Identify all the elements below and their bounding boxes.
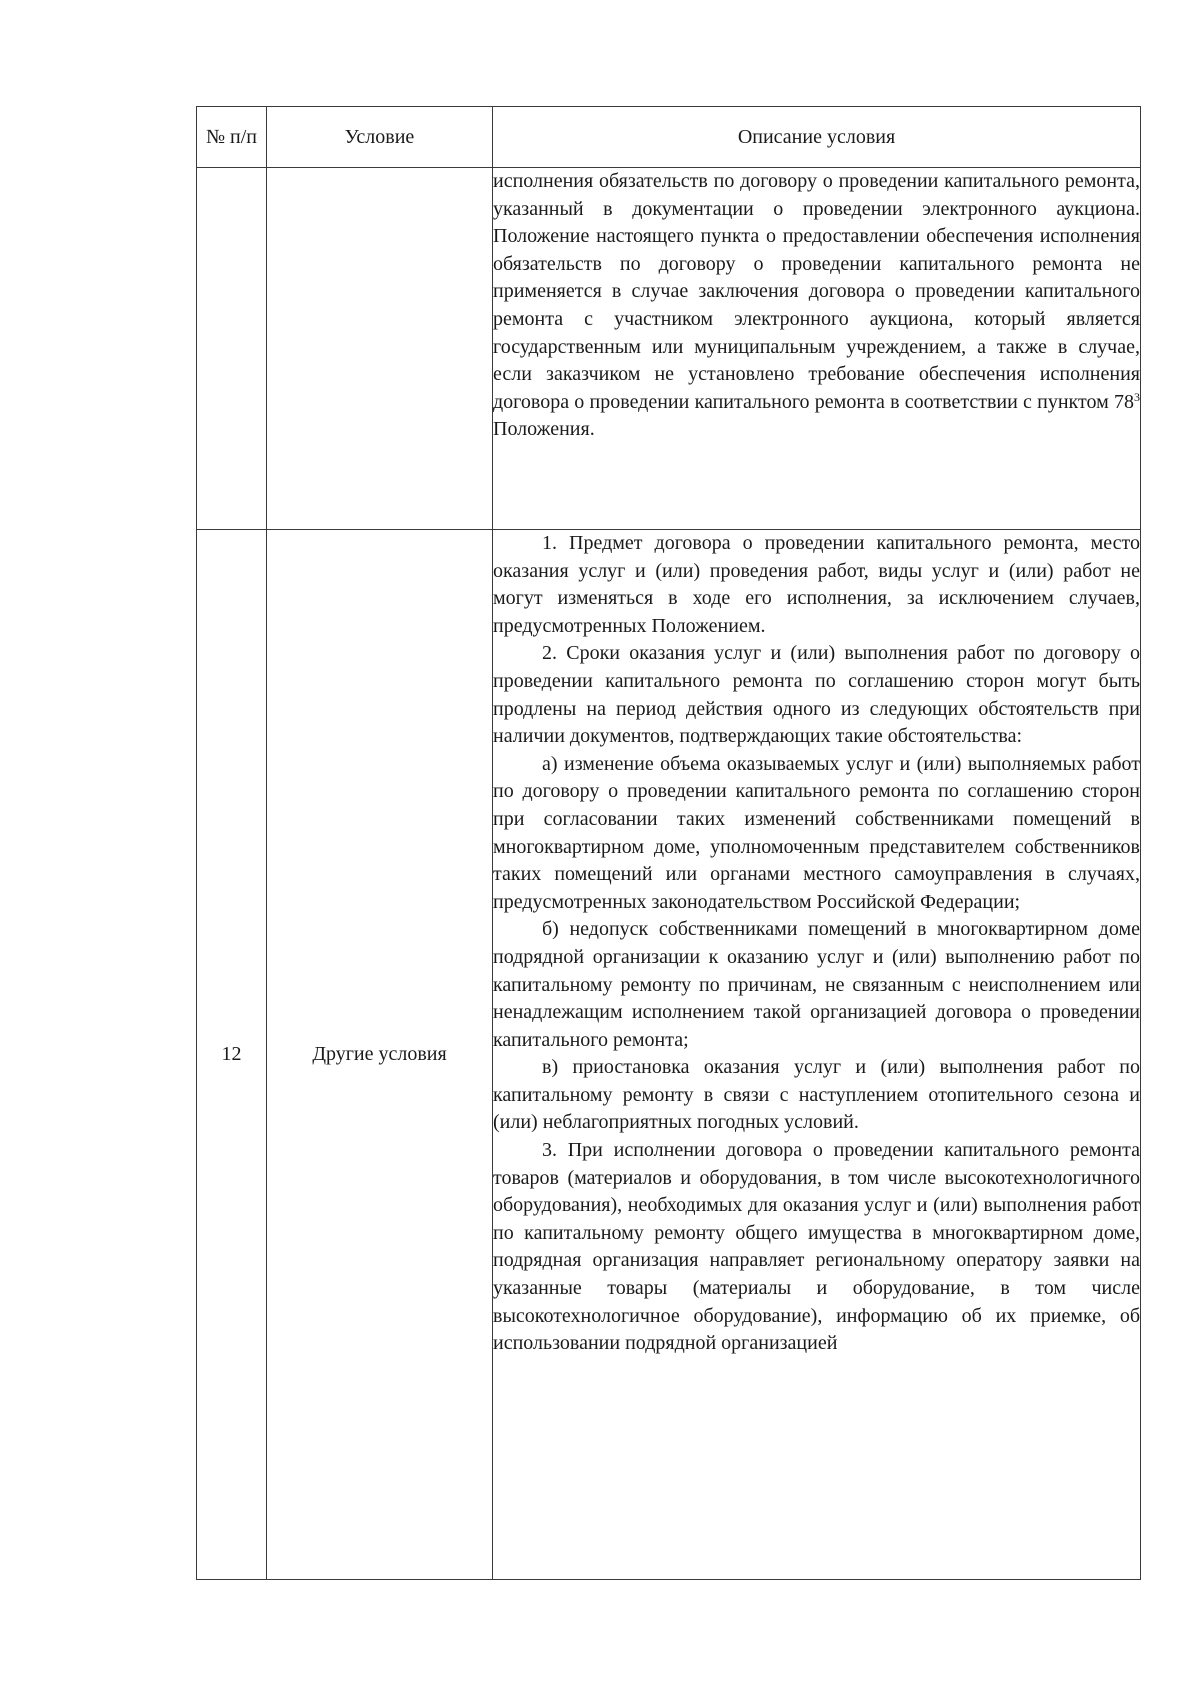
- row-description: [493, 530, 1141, 1580]
- header-description: Описание условия: [493, 107, 1141, 168]
- header-condition: Условие: [267, 107, 493, 168]
- row-condition: Другие условия: [267, 530, 493, 1580]
- clause-2-v: в) приостановка оказания услуг и (или) выполнения работ по капитальному ремонту в связи с наступлением отопительного сезона и (или) неблагоприятных погодных условий.: [493, 1056, 1140, 1134]
- table-header-row: [197, 107, 1141, 168]
- row-num: 12: [197, 530, 267, 1580]
- description-paragraph: [493, 168, 1140, 444]
- paragraph-tail: Положения.: [493, 418, 595, 441]
- clause-3: 3. При исполнении договора о проведении капитального ремонта товаров (материалов и оборудования, в том числе высокотехнологичного оборудования), необходимых для оказания услуг и (или) выполнения работ по капитальному ремонту общего имущества в многоквартирном доме, подрядная организация направляет региональному оператору заявки на указанные товары (материалы и оборудование, в том числе высокотехнологичное оборудование), информацию об их приемке, об использовании подрядной организацией: [493, 1139, 1140, 1355]
- header-num-label: № п/п: [205, 126, 258, 148]
- table-row: [197, 530, 1141, 1580]
- row-num: [197, 168, 267, 530]
- row-condition: [267, 168, 493, 530]
- clause-2-a: а) изменение объема оказываемых услуг и (или) выполняемых работ по договору о проведении капитального ремонта по соглашению сторон при согласовании таких изменений собственниками помещений в многоквартирном доме, уполномоченным представителем собственников таких помещений или органами местного самоуправления в случаях, предусмотренных законодательством Российской Федерации;: [493, 752, 1140, 913]
- clause-2-b: б) недопуск собственниками помещений в многоквартирном доме подрядной организации к оказанию услуг и (или) выполнению работ по капитальному ремонту по причинам, не связанным с неисполнением или ненадлежащим исполнением такой организацией договора о проведении капитального ремонта;: [493, 918, 1140, 1051]
- clause-1: 1. Предмет договора о проведении капитального ремонта, место оказания услуг и (или) проведения работ, виды услуг и (или) работ не могут изменяться в ходе его исполнения, за исключением случаев, предусмотренных Положением.: [493, 532, 1140, 637]
- conditions-table: [196, 106, 1141, 1580]
- clause-2: 2. Сроки оказания услуг и (или) выполнения работ по договору о проведении капитального ремонта по соглашению сторон могут быть продлены на период действия одного из следующих обстоятельств при наличии документов, подтверждающих такие обстоятельства:: [493, 642, 1140, 748]
- paragraph-text: исполнения обязательств по договору о проведении капитального ремонта, указанный в документации о проведении электронного аукциона. Положение настоящего пункта о предоставлении обеспечения исполнения обязательств по договору о проведении капитального ремонта не применяется в случае заключения договора о проведении капитального ремонта с участником электронного аукциона, который является государственным или муниципальным учреждением, а также в случае, если заказчиком не установлено требование обеспечения исполнения договора о проведении капитального ремонта в соответствии с пунктом 78: [493, 170, 1140, 413]
- row-description: [493, 168, 1141, 530]
- header-num: [197, 107, 267, 168]
- paragraph-superscript: 3: [1134, 389, 1140, 404]
- table-row: [197, 168, 1141, 530]
